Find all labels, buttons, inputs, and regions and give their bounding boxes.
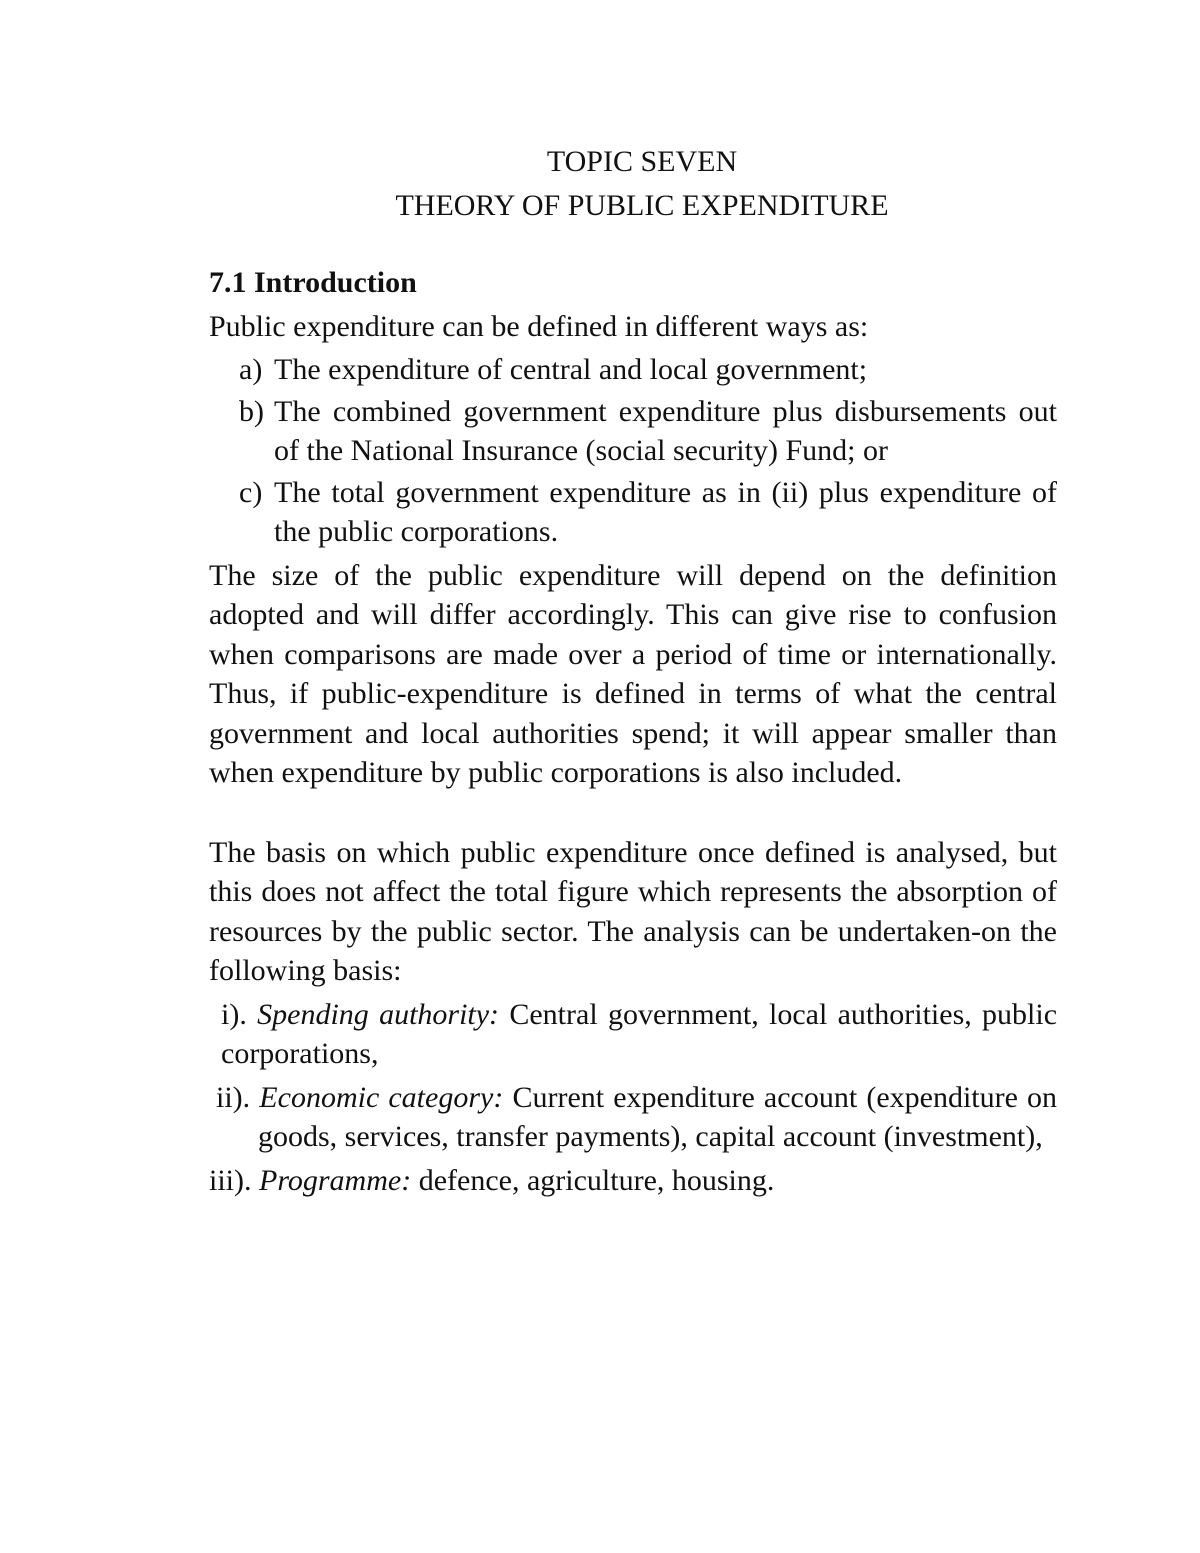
basis-term: Programme:	[259, 1163, 412, 1197]
intro-sentence: Public expenditure can be defined in different ways as:	[209, 309, 869, 343]
document-title: THEORY OF PUBLIC EXPENDITURE	[395, 189, 889, 222]
basis-item	[209, 1161, 1057, 1201]
definition-item	[209, 350, 1057, 390]
paragraph-size: The size of the public expenditure will depend on the definition adopted and will differ accordingly. This can give rise to confusion when comparisons are made over a period of time or internationally. Thus, if public-expenditure is defined in terms of what the central government and local authorities spend; it will appear smaller than when expenditure by public corporations is also included.	[209, 558, 1057, 789]
definition-item	[209, 392, 1057, 471]
list-marker: iii).	[209, 1163, 252, 1197]
list-marker: ii).	[216, 1080, 251, 1114]
definition-text: The combined government expenditure plus disbursements out of the National Insurance (social security) Fund; or	[274, 394, 1057, 467]
basis-text: Current expenditure account (expenditure on goods, services, transfer payments), capital account (investment),	[258, 1080, 1058, 1153]
basis-text: defence, agriculture, housing.	[418, 1163, 775, 1197]
topic-heading: TOPIC SEVEN	[546, 145, 738, 178]
basis-term: Economic category:	[259, 1080, 504, 1114]
document-body	[209, 263, 1057, 1204]
list-marker: b)	[239, 394, 264, 428]
section-title: 7.1 Introduction	[209, 266, 417, 299]
basis-term: Spending authority:	[257, 997, 500, 1031]
list-marker: i).	[221, 997, 247, 1031]
definition-text: The total government expenditure as in (ii) plus expenditure of the public corporations.	[274, 475, 1057, 548]
definition-item	[209, 473, 1057, 552]
basis-item	[209, 995, 1057, 1074]
list-marker: c)	[239, 475, 263, 509]
basis-item	[209, 1078, 1057, 1157]
paragraph-basis: The basis on which public expenditure once defined is analysed, but this does not affect the total figure which represents the absorption of resources by the public sector. The analysis can be undertaken-on the following basis:	[209, 835, 1057, 987]
definition-list	[209, 350, 1057, 552]
list-marker: a)	[239, 353, 263, 386]
paragraph-spacer	[209, 793, 1057, 833]
basis-list	[209, 995, 1057, 1201]
definition-text: The expenditure of central and local government;	[274, 353, 868, 386]
basis-text: Central government, local authorities, public corporations,	[221, 997, 1058, 1070]
